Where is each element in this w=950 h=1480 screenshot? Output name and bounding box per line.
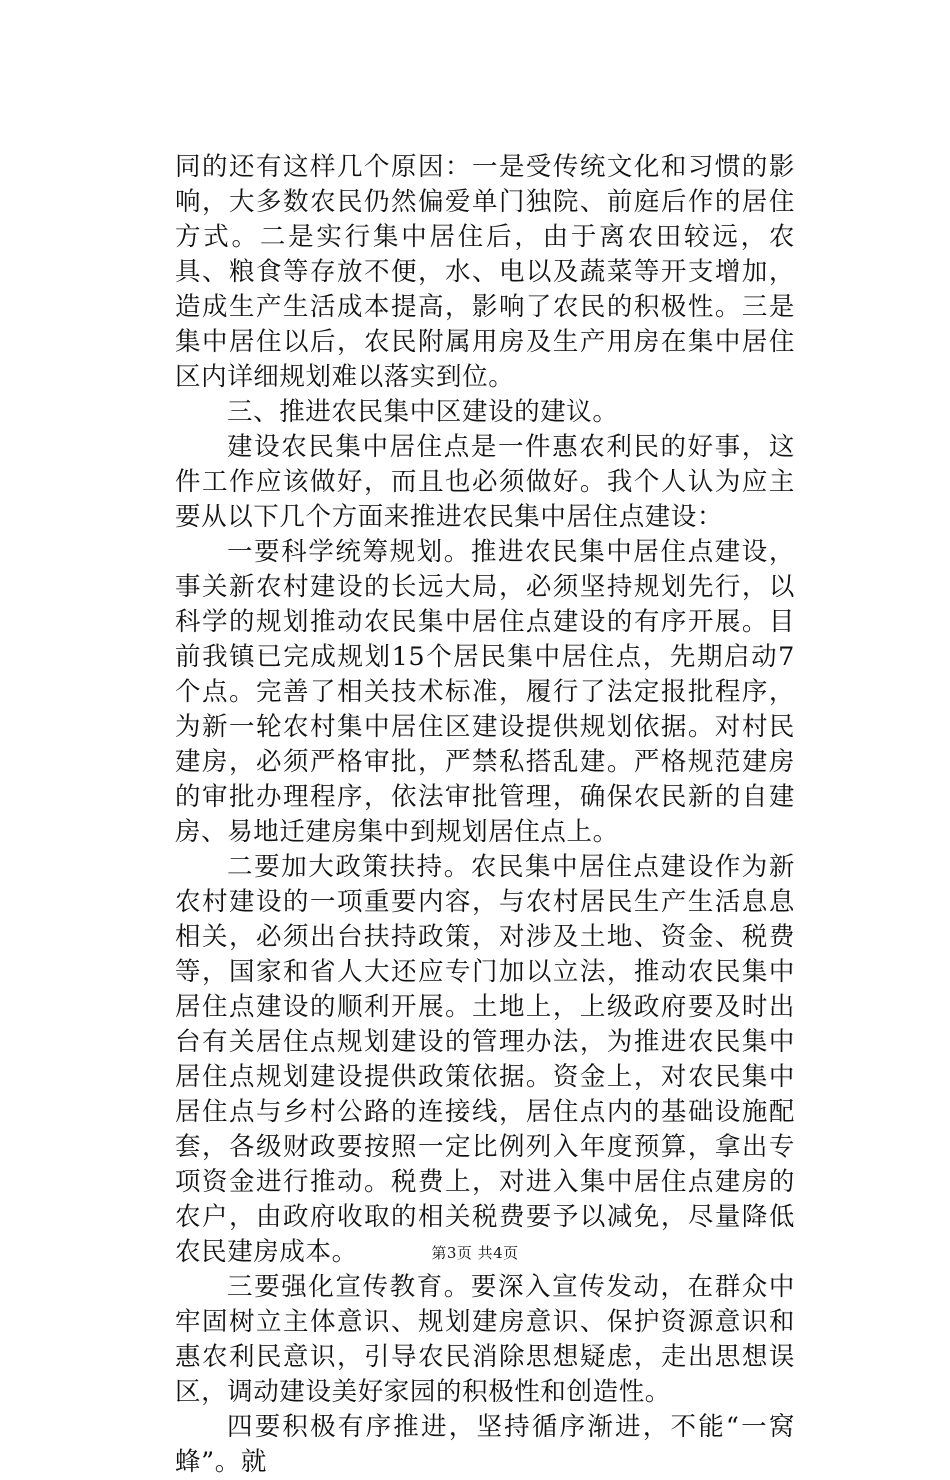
paragraph-intro: 建设农民集中居住点是一件惠农利民的好事，这件工作应该做好，而且也必须做好。我个人认为应主要从以下几个方面来推进农民集中居住点建设： xyxy=(175,432,795,532)
paragraph-point-3: 三要强化宣传教育。要深入宣传发动，在群众中牢固树立主体意识、规划建房意识、保护资源意识和惠农利民意识，引导农民消除思想疑虑，走出思想误区，调动建设美好家园的积极性和创造性。 xyxy=(175,1272,795,1407)
document-body xyxy=(175,150,795,1480)
paragraph-point-2: 二要加大政策扶持。农民集中居住点建设作为新农村建设的一项重要内容，与农村居民生产生活息息相关，必须出台扶持政策，对涉及土地、资金、税费等，国家和省人大还应专门加以立法，推动农民集中居住点建设的顺利开展。土地上，上级政府要及时出台有关居住点规划建设的管理办法，为推进农民集中居住点规划建设提供政策依据。资金上，对农民集中居住点与乡村公路的连接线，居住点内的基础设施配套，各级财政要按照一定比例列入年度预算，拿出专项资金进行推动。税费上，对进入集中居住点建房的农户，由政府收取的相关税费要予以减免，尽量降低农民建房成本。 xyxy=(175,852,795,1267)
section-heading: 三、推进农民集中区建设的建议。 xyxy=(227,397,619,427)
paragraph-point-1: 一要科学统筹规划。推进农民集中居住点建设，事关新农村建设的长远大局，必须坚持规划先行，以科学的规划推动农民集中居住点建设的有序开展。目前我镇已完成规划15个居民集中居住点，先期启动7个点。完善了相关技术标准，履行了法定报批程序，为新一轮农村集中居住区建设提供规划依据。对村民建房，必须严格审批，严禁私搭乱建。严格规范建房的审批办理程序，依法审批管理，确保农民新的自建房、易地迁建房集中到规划居住点上。 xyxy=(175,537,795,847)
paragraph-point-4: 四要积极有序推进，坚持循序渐进，不能“一窝蜂”。就 xyxy=(175,1412,795,1477)
paragraph-continuation: 同的还有这样几个原因：一是受传统文化和习惯的影响，大多数农民仍然偏爱单门独院、前庭后作的居住方式。二是实行集中居住后，由于离农田较远，农具、粮食等存放不便，水、电以及蔬菜等开支增加，造成生产生活成本提高，影响了农民的积极性。三是集中居住以后，农民附属用房及生产用房在集中居住区内详细规划难以落实到位。 xyxy=(175,152,795,392)
page-footer: 第3页 共4页 xyxy=(431,1244,519,1262)
